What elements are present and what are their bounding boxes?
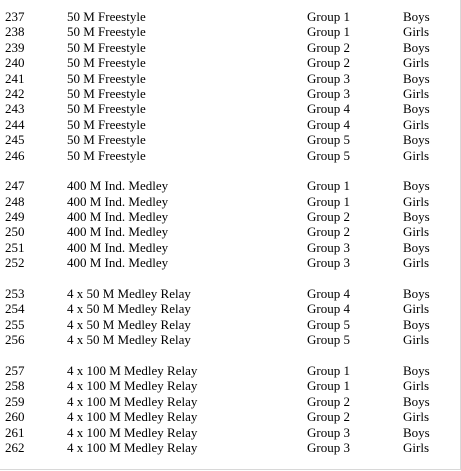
event-name: 4 x 100 M Medley Relay xyxy=(67,409,198,425)
age-group: Group 1 xyxy=(307,378,350,394)
gender: Girls xyxy=(403,439,429,455)
event-number: 240 xyxy=(5,55,25,71)
age-group: Group 1 xyxy=(307,362,350,378)
event-name: 400 M Ind. Medley xyxy=(67,255,169,271)
age-group: Group 2 xyxy=(307,224,350,240)
event-name: 50 M Freestyle xyxy=(67,39,146,55)
age-group: Group 4 xyxy=(307,116,350,132)
gender: Boys xyxy=(403,316,430,332)
event-row xyxy=(0,440,461,455)
gender: Girls xyxy=(403,147,429,163)
event-name: 4 x 100 M Medley Relay xyxy=(67,424,198,440)
event-row xyxy=(0,55,461,70)
event-number: 243 xyxy=(5,101,25,117)
event-row xyxy=(0,301,461,316)
event-row xyxy=(0,240,461,255)
event-name: 4 x 50 M Medley Relay xyxy=(67,286,191,302)
age-group: Group 1 xyxy=(307,9,350,24)
event-row xyxy=(0,101,461,116)
event-name: 4 x 50 M Medley Relay xyxy=(67,332,191,348)
event-number: 238 xyxy=(5,24,25,40)
gender: Girls xyxy=(403,55,429,71)
event-number: 249 xyxy=(5,209,25,225)
event-row xyxy=(0,148,461,163)
event-name: 4 x 50 M Medley Relay xyxy=(67,316,191,332)
gender: Boys xyxy=(403,101,430,117)
event-row xyxy=(0,86,461,101)
event-row xyxy=(0,378,461,393)
event-row xyxy=(0,286,461,301)
gender: Boys xyxy=(403,39,430,55)
gender: Boys xyxy=(403,70,430,86)
event-name: 50 M Freestyle xyxy=(67,9,146,24)
gender: Girls xyxy=(403,332,429,348)
gender: Girls xyxy=(403,378,429,394)
age-group: Group 4 xyxy=(307,286,350,302)
age-group: Group 5 xyxy=(307,132,350,148)
event-block xyxy=(0,286,461,348)
event-number: 242 xyxy=(5,85,25,101)
gender: Boys xyxy=(403,362,430,378)
gender: Girls xyxy=(403,224,429,240)
gender: Girls xyxy=(403,85,429,101)
event-number: 262 xyxy=(5,439,25,455)
event-block xyxy=(0,9,461,163)
event-row xyxy=(0,194,461,209)
event-name: 50 M Freestyle xyxy=(67,85,146,101)
age-group: Group 2 xyxy=(307,55,350,71)
age-group: Group 3 xyxy=(307,424,350,440)
age-group: Group 2 xyxy=(307,393,350,409)
event-number: 247 xyxy=(5,178,25,194)
gender: Girls xyxy=(403,409,429,425)
age-group: Group 4 xyxy=(307,301,350,317)
event-row xyxy=(0,425,461,440)
event-number: 261 xyxy=(5,424,25,440)
event-name: 4 x 100 M Medley Relay xyxy=(67,378,198,394)
age-group: Group 1 xyxy=(307,178,350,194)
event-number: 255 xyxy=(5,316,25,332)
event-number: 258 xyxy=(5,378,25,394)
event-row xyxy=(0,332,461,347)
event-row xyxy=(0,255,461,270)
event-block xyxy=(0,363,461,455)
age-group: Group 5 xyxy=(307,332,350,348)
event-row xyxy=(0,178,461,193)
event-number: 253 xyxy=(5,286,25,302)
gender: Girls xyxy=(403,301,429,317)
age-group: Group 1 xyxy=(307,193,350,209)
event-row xyxy=(0,40,461,55)
event-name: 400 M Ind. Medley xyxy=(67,209,169,225)
event-name: 400 M Ind. Medley xyxy=(67,193,169,209)
age-group: Group 5 xyxy=(307,147,350,163)
event-number: 251 xyxy=(5,239,25,255)
event-number: 254 xyxy=(5,301,25,317)
event-number: 244 xyxy=(5,116,25,132)
event-number: 241 xyxy=(5,70,25,86)
gender: Boys xyxy=(403,9,430,24)
event-row xyxy=(0,71,461,86)
event-name: 50 M Freestyle xyxy=(67,55,146,71)
event-name: 50 M Freestyle xyxy=(67,70,146,86)
event-name: 400 M Ind. Medley xyxy=(67,224,169,240)
age-group: Group 2 xyxy=(307,409,350,425)
age-group: Group 3 xyxy=(307,239,350,255)
event-row xyxy=(0,209,461,224)
event-row xyxy=(0,317,461,332)
gender: Boys xyxy=(403,286,430,302)
event-row xyxy=(0,409,461,424)
event-row xyxy=(0,132,461,147)
event-row xyxy=(0,9,461,24)
gender: Boys xyxy=(403,239,430,255)
event-name: 4 x 100 M Medley Relay xyxy=(67,439,198,455)
gender: Girls xyxy=(403,193,429,209)
event-number: 248 xyxy=(5,193,25,209)
event-row xyxy=(0,394,461,409)
event-name: 4 x 100 M Medley Relay xyxy=(67,393,198,409)
gender: Boys xyxy=(403,132,430,148)
event-row xyxy=(0,24,461,39)
event-number: 257 xyxy=(5,362,25,378)
gender: Girls xyxy=(403,116,429,132)
event-name: 50 M Freestyle xyxy=(67,147,146,163)
event-name: 50 M Freestyle xyxy=(67,101,146,117)
age-group: Group 3 xyxy=(307,439,350,455)
event-number: 259 xyxy=(5,393,25,409)
event-name: 4 x 100 M Medley Relay xyxy=(67,362,198,378)
event-number: 245 xyxy=(5,132,25,148)
event-name: 4 x 50 M Medley Relay xyxy=(67,301,191,317)
event-name: 50 M Freestyle xyxy=(67,116,146,132)
event-schedule xyxy=(0,9,461,471)
event-row xyxy=(0,224,461,239)
age-group: Group 3 xyxy=(307,70,350,86)
event-row xyxy=(0,363,461,378)
gender: Girls xyxy=(403,24,429,40)
gender: Boys xyxy=(403,178,430,194)
event-number: 246 xyxy=(5,147,25,163)
age-group: Group 4 xyxy=(307,101,350,117)
age-group: Group 5 xyxy=(307,316,350,332)
event-number: 250 xyxy=(5,224,25,240)
event-name: 400 M Ind. Medley xyxy=(67,178,169,194)
age-group: Group 3 xyxy=(307,255,350,271)
age-group: Group 1 xyxy=(307,24,350,40)
event-name: 50 M Freestyle xyxy=(67,24,146,40)
gender: Boys xyxy=(403,393,430,409)
event-block xyxy=(0,178,461,270)
event-number: 260 xyxy=(5,409,25,425)
event-number: 256 xyxy=(5,332,25,348)
event-number: 237 xyxy=(5,9,25,24)
gender: Girls xyxy=(403,255,429,271)
event-name: 50 M Freestyle xyxy=(67,132,146,148)
age-group: Group 3 xyxy=(307,85,350,101)
gender: Boys xyxy=(403,424,430,440)
gender: Boys xyxy=(403,209,430,225)
age-group: Group 2 xyxy=(307,39,350,55)
event-name: 400 M Ind. Medley xyxy=(67,239,169,255)
age-group: Group 2 xyxy=(307,209,350,225)
event-number: 252 xyxy=(5,255,25,271)
event-number: 239 xyxy=(5,39,25,55)
event-row xyxy=(0,117,461,132)
